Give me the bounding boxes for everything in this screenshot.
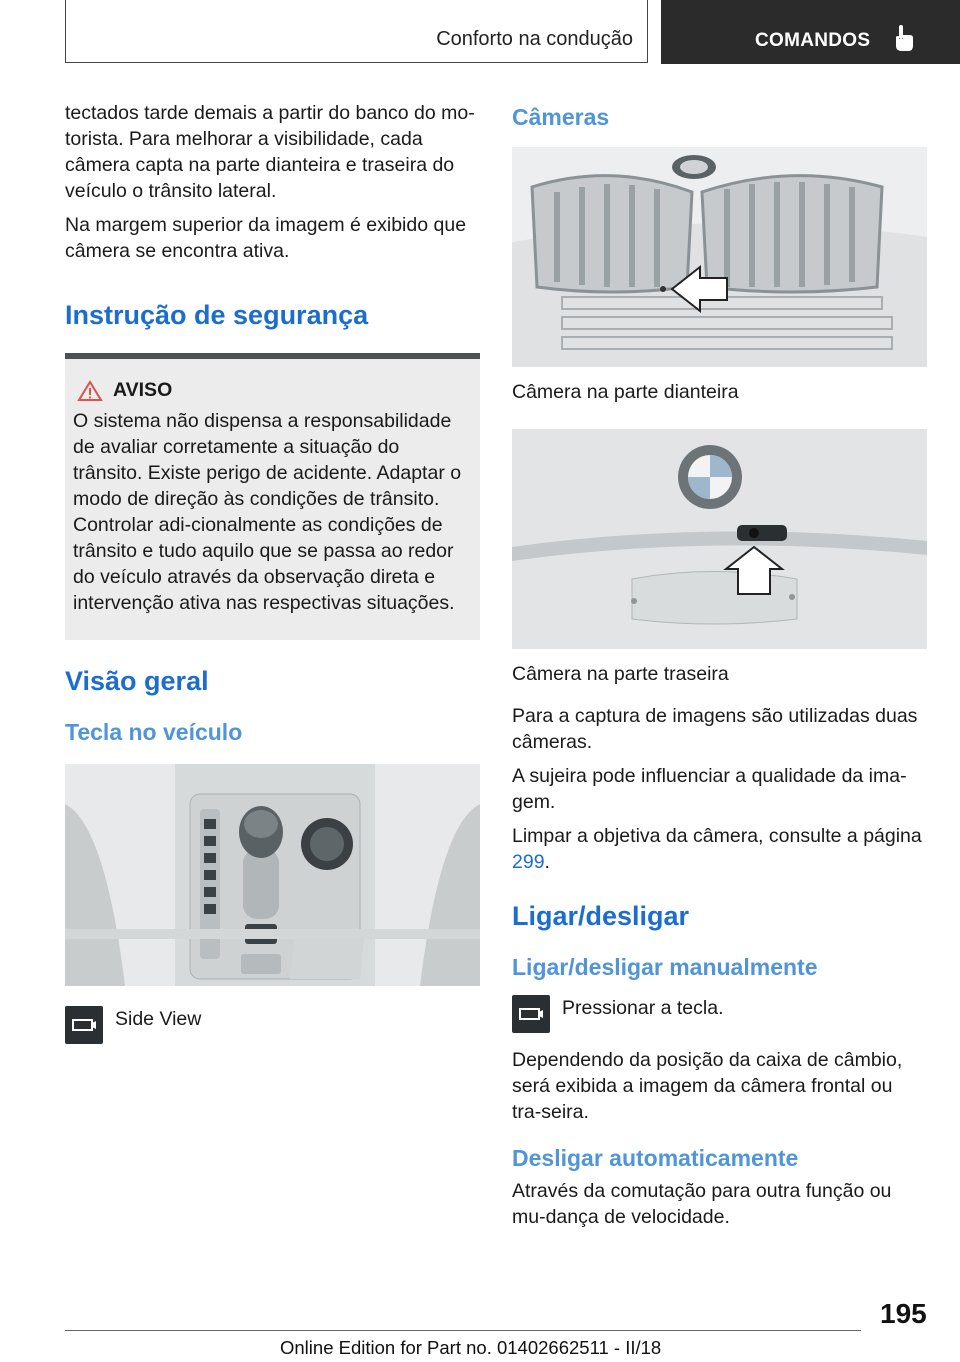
clean-text: Limpar a objetiva da câmera, consulte a página [512, 825, 922, 847]
rear-camera-caption: Câmera na parte traseira [512, 663, 729, 685]
footer-divider [65, 1330, 861, 1331]
footer-edition: Online Edition for Part no. 01402662511 - II/18 [280, 1337, 662, 1358]
side-view-row [65, 1006, 480, 1044]
warning-box [65, 353, 480, 640]
front-camera-caption: Câmera na parte dianteira [512, 381, 739, 403]
onoff-paragraph: Dependendo da posição da caixa de câmbio, será exibida a imagem da câmera frontal ou tra-seira. [512, 1049, 903, 1123]
warning-text: O sistema não dispensa a responsabilidade de avaliar corretamente a situação do trânsito. Existe perigo de acidente. Adaptar o modo de direção às condições de trânsito. Controlar adi-cionalmente as condições de trânsito e tudo aquilo que se passa ao redor do veículo através da observação direta e intervenção ativa nas respectivas situações. [73, 410, 462, 614]
side-view-label: Side View [115, 1008, 202, 1030]
center-console-image [65, 764, 480, 986]
front-camera-image [512, 147, 927, 367]
right-column [512, 100, 927, 1230]
onoff-heading: Ligar/desligar [512, 901, 690, 931]
pointing-hand-icon [893, 24, 915, 52]
intro-paragraph-1: tectados tarde demais a partir do banco do mo-torista. Para melhorar a visibilidade, cada câmera capta na parte dianteira e traseira do veículo o trânsito lateral. [65, 102, 475, 202]
cameras-paragraph-2: A sujeira pode influenciar a qualidade da ima-gem. [512, 765, 907, 813]
overview-heading: Visão geral [65, 666, 209, 696]
page-number: 195 [880, 1298, 927, 1329]
period: . [544, 851, 550, 873]
manual-onoff-heading: Ligar/desligar manualmente [512, 954, 818, 980]
button-heading: Tecla no veículo [65, 719, 243, 745]
cameras-heading: Câmeras [512, 104, 610, 130]
press-button-row [512, 995, 927, 1033]
intro-paragraph-2: Na margem superior da imagem é exibido que câmera se encontra ativa. [65, 214, 467, 262]
page-link-299[interactable]: 299 [512, 851, 545, 873]
header-section-title: Conforto na condução [436, 28, 633, 50]
rear-camera-image [512, 429, 927, 649]
safety-heading: Instrução de segurança [65, 300, 369, 330]
warning-title: AVISO [113, 379, 173, 401]
warning-triangle-icon [77, 380, 103, 402]
camera-button-icon [512, 995, 550, 1033]
header-chapter-box [661, 0, 960, 64]
press-button-text: Pressionar a tecla. [562, 997, 724, 1019]
left-column [65, 100, 480, 1044]
cameras-paragraph-1: Para a captura de imagens são utilizadas duas câmeras. [512, 705, 918, 753]
camera-button-icon [65, 1006, 103, 1044]
header-chapter-title: COMANDOS [755, 30, 871, 51]
auto-off-heading: Desligar automaticamente [512, 1145, 799, 1171]
header-section-box [65, 0, 648, 63]
cameras-paragraph-3 [512, 823, 927, 875]
auto-off-paragraph: Através da comutação para outra função ou mu-dança de velocidade. [512, 1180, 892, 1228]
